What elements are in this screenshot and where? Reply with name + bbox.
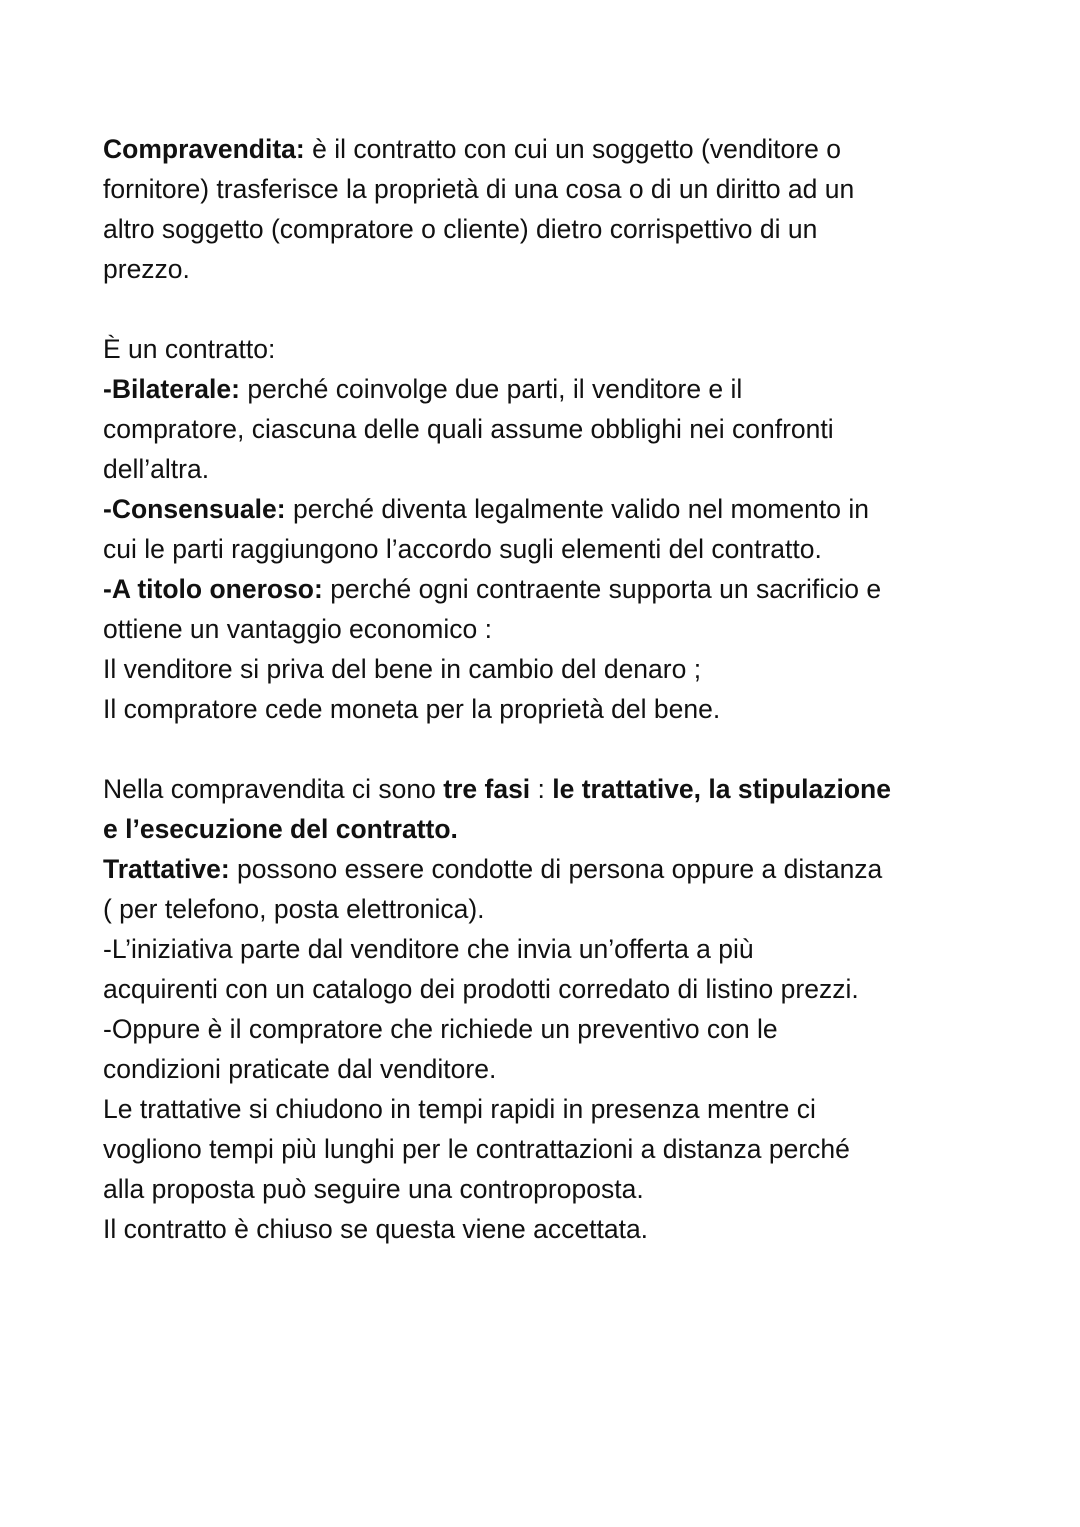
definition-line-3: altro soggetto (compratore o cliente) dietro corrispettivo di un <box>103 214 818 244</box>
consensuale-line-1: -Consensuale: perché diventa legalmente valido nel momento in <box>103 494 869 524</box>
trattative-line-6: condizioni praticate dal venditore. <box>103 1054 497 1084</box>
features-section <box>103 329 1003 729</box>
definition-line-1: Compravendita: è il contratto con cui un soggetto (venditore o <box>103 134 841 164</box>
phases-intro-line-2: e l’esecuzione del contratto. <box>103 814 458 844</box>
trattative-line-9: alla proposta può seguire una controproposta. <box>103 1174 644 1204</box>
paragraph-gap <box>103 289 1003 329</box>
bilaterale-line-2: compratore, ciascuna delle quali assume obblighi nei confronti <box>103 414 834 444</box>
trattative-line-3: -L’iniziativa parte dal venditore che invia un’offerta a più <box>103 934 754 964</box>
definition-line-2: fornitore) trasferisce la proprietà di una cosa o di un diritto ad un <box>103 174 855 204</box>
definition-term: Compravendita: <box>103 134 305 164</box>
document-page <box>103 129 1003 1249</box>
trattative-line-4: acquirenti con un catalogo dei prodotti corredato di listino prezzi. <box>103 974 859 1004</box>
definition-paragraph <box>103 129 1003 289</box>
trattative-term: Trattative: <box>103 854 230 884</box>
bilaterale-line-1: -Bilaterale: perché coinvolge due parti, il venditore e il <box>103 374 743 404</box>
oneroso-line-1: -A titolo oneroso: perché ogni contraente supporta un sacrificio e <box>103 574 882 604</box>
trattative-line-2: ( per telefono, posta elettronica). <box>103 894 485 924</box>
phases-section <box>103 769 1003 1249</box>
oneroso-line-3: Il venditore si priva del bene in cambio del denaro ; <box>103 654 702 684</box>
oneroso-term: -A titolo oneroso: <box>103 574 323 604</box>
definition-line-4: prezzo. <box>103 254 190 284</box>
trattative-line-7: Le trattative si chiudono in tempi rapidi in presenza mentre ci <box>103 1094 816 1124</box>
trattative-line-8: vogliono tempi più lunghi per le contrattazioni a distanza perché <box>103 1134 850 1164</box>
consensuale-term: -Consensuale: <box>103 494 286 524</box>
bilaterale-line-3: dell’altra. <box>103 454 210 484</box>
consensuale-line-2: cui le parti raggiungono l’accordo sugli elementi del contratto. <box>103 534 822 564</box>
oneroso-line-4: Il compratore cede moneta per la proprietà del bene. <box>103 694 721 724</box>
trattative-line-5: -Oppure è il compratore che richiede un preventivo con le <box>103 1014 778 1044</box>
phases-list: le trattative, la stipulazione <box>552 774 891 804</box>
oneroso-line-2: ottiene un vantaggio economico : <box>103 614 492 644</box>
paragraph-gap <box>103 729 1003 769</box>
trattative-line-1: Trattative: possono essere condotte di persona oppure a distanza <box>103 854 883 884</box>
phases-intro-line-1: Nella compravendita ci sono tre fasi : le trattative, la stipulazione <box>103 774 891 804</box>
features-intro: È un contratto: <box>103 334 276 364</box>
trattative-line-10: Il contratto è chiuso se questa viene accettata. <box>103 1214 649 1244</box>
phases-count: tre fasi <box>443 774 531 804</box>
bilaterale-term: -Bilaterale: <box>103 374 240 404</box>
